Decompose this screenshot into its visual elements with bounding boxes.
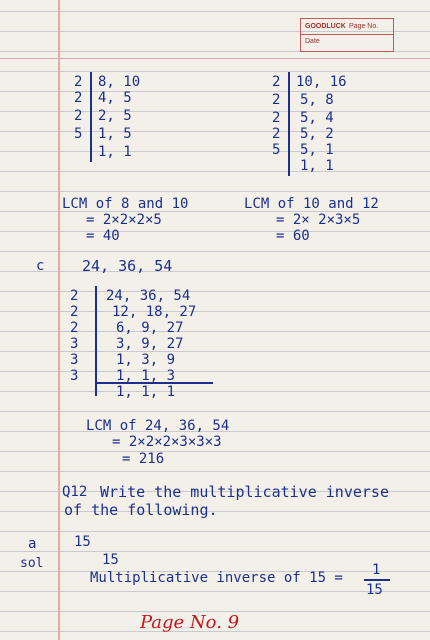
lcm-factors: = 2×2×2×5 [86,212,162,228]
part-value: 15 [74,534,91,550]
dividend-row: 12, 18, 27 [112,304,197,320]
divisor: 2 [272,126,281,142]
solution-value: 15 [102,552,119,568]
lcm-result: = 216 [122,451,165,467]
part-label: a [28,536,37,552]
lcm-factors: = 2×2×2×3×3×3 [112,434,222,450]
dividend-row: 5, 1 [300,142,334,158]
solution-statement: Multiplicative inverse of 15 = [90,570,343,586]
page-header-box [300,18,394,52]
dividend-row: 1, 1 [98,144,132,160]
page-number-label: Page No. [349,23,379,30]
dividend-row: 1, 1, 3 [116,368,176,384]
question-text: Write the multiplicative inverse [100,483,389,501]
dividend-row: 3, 9, 27 [116,336,184,352]
page-number: Page No. 9 [140,612,240,633]
dividend-row: 1, 1, 1 [116,384,176,400]
divisor: 5 [272,142,281,158]
question-numbers: 24, 36, 54 [82,257,173,275]
divisor: 3 [70,368,79,384]
dividend-row: 10, 16 [296,74,347,90]
divisor: 2 [272,74,281,90]
dividend-row: 5, 8 [300,92,334,108]
fraction-bar [364,579,390,581]
dividend-row: 5, 4 [300,110,334,126]
divisor: 3 [70,352,79,368]
divisor: 2 [70,320,79,336]
date-label: Date [305,38,320,45]
lcm-heading: LCM of 10 and 12 [244,196,379,212]
divisor: 2 [272,110,281,126]
divisor: 2 [70,288,79,304]
question-number: Q12 [62,484,88,500]
question-text: of the following. [64,501,218,519]
divisor: 2 [74,90,83,106]
fraction-numerator: 1 [372,562,381,578]
lcm-heading: LCM of 8 and 10 [62,196,189,212]
header-rule [0,58,430,59]
divisor: 2 [74,108,83,124]
solution-label: sol [20,556,44,571]
dividend-row: 1, 5 [98,126,132,142]
dividend-row: 4, 5 [98,90,132,106]
divisor: 3 [70,336,79,352]
divisor: 5 [74,126,83,142]
dividend-row: 1, 1 [300,158,334,174]
fraction-denominator: 15 [366,582,383,598]
dividend-row: 6, 9, 27 [116,320,184,336]
dividend-row: 2, 5 [98,108,132,124]
dividend-row: 24, 36, 54 [106,288,191,304]
dividend-row: 1, 3, 9 [116,352,176,368]
lcm-result: = 40 [86,228,120,244]
dividend-row: 5, 2 [300,126,334,142]
margin-line [58,0,60,640]
brand-name: GOODLUCK [305,23,346,30]
lcm-result: = 60 [276,228,310,244]
divisor: 2 [74,74,83,90]
divisor: 2 [70,304,79,320]
divisor: 2 [272,92,281,108]
lcm-factors: = 2× 2×3×5 [276,212,361,228]
lcm-heading: LCM of 24, 36, 54 [86,418,230,434]
dividend-row: 8, 10 [98,74,141,90]
question-label: c [36,258,45,274]
